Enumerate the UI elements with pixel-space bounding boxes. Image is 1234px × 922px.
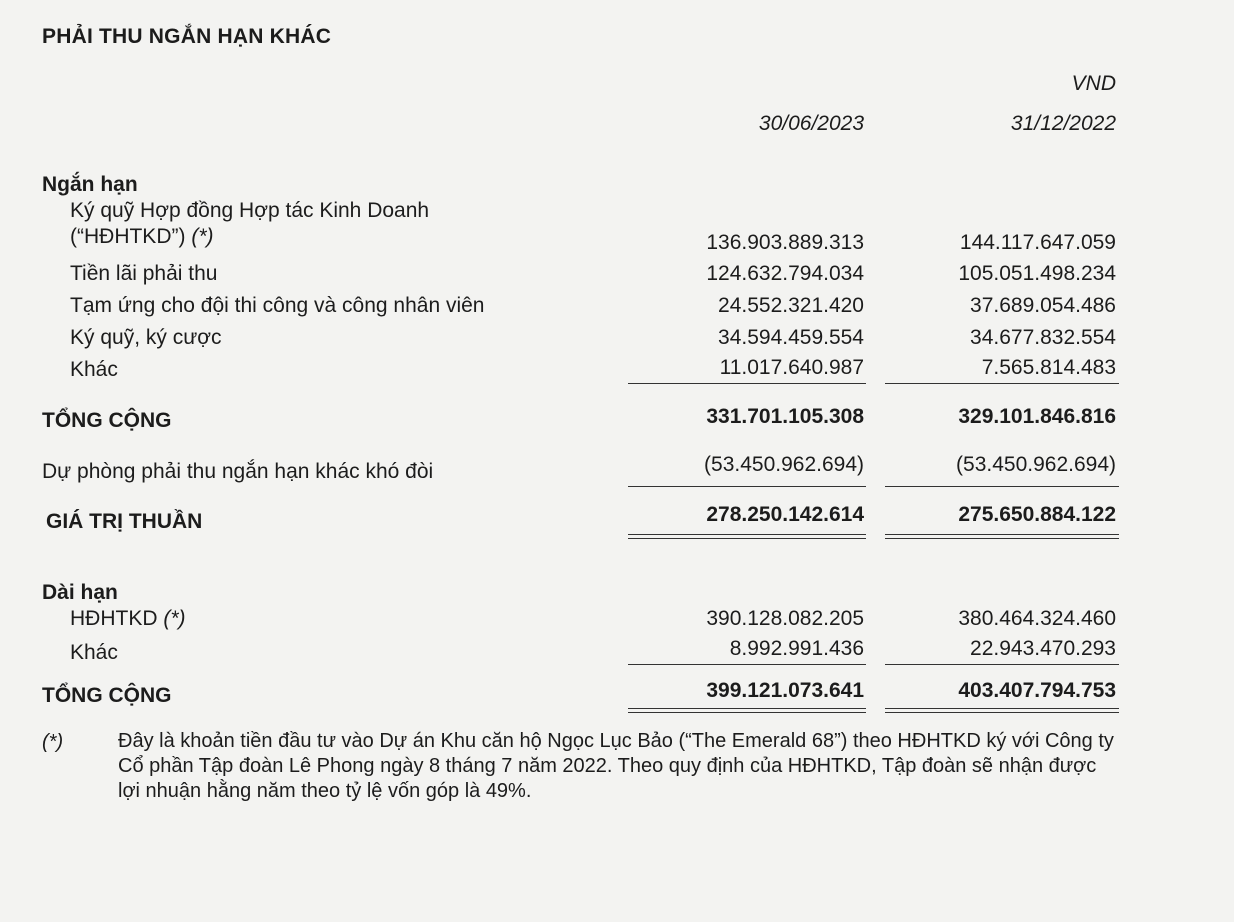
footnote-text: Đây là khoản tiền đầu tư vào Dự án Khu căn hộ Ngọc Lục Bảo (“The Emerald 68”) theo HĐHTKD ký với Công ty Cổ phần Tập đoàn Lê Phong ngày 8 tháng 7 năm 2022. Theo quy định của HĐHTKD, Tập đoàn sẽ nhận được lợi nhuận hằng năm theo tỷ lệ vốn góp là 49%. [118,730,1114,802]
subtotal-rule-col2 [885,383,1119,384]
row-label-net-value: GIÁ TRỊ THUẦN [46,510,203,533]
value-bcc-long-2022: 380.464.324.460 [958,607,1116,630]
row-label-bcc-long-text: HĐHTKD [70,607,158,630]
footnote-marker: (*) [191,225,214,248]
value-other-short-2022: 7.565.814.483 [981,356,1116,379]
net-rule-col2 [885,486,1119,487]
value-advances-2023: 24.552.321.420 [718,294,864,317]
row-label-bcc-long [70,607,186,631]
value-interest-2022: 105.051.498.234 [958,262,1116,285]
long-double-rule-col2 [885,708,1119,713]
row-label-advances: Tạm ứng cho đội thi công và công nhân viên [70,294,485,317]
column-header-2022: 31/12/2022 [1010,112,1116,135]
long-subtotal-rule-col2 [885,664,1119,665]
value-net-2023: 278.250.142.614 [706,503,864,526]
value-long-total-2022: 403.407.794.753 [958,679,1116,702]
subtotal-rule-col1 [628,383,866,384]
currency-unit: VND [1071,72,1116,95]
value-interest-2023: 124.632.794.034 [706,262,864,285]
net-rule-col1 [628,486,866,487]
long-double-rule-col1 [628,708,866,713]
value-deposits-2022: 34.677.832.554 [970,326,1116,349]
value-provision-2022: (53.450.962.694) [956,453,1116,476]
footnote-marker: (*) [163,607,186,630]
value-short-total-2022: 329.101.846.816 [958,405,1116,428]
section-short-term: Ngắn hạn [42,173,138,196]
net-double-rule-col2 [885,534,1119,539]
value-other-long-2023: 8.992.991.436 [729,637,864,660]
row-label-long-total: TỔNG CỘNG [42,684,172,707]
page-title: PHẢI THU NGẮN HẠN KHÁC [42,25,332,48]
value-other-long-2022: 22.943.470.293 [970,637,1116,660]
value-other-short-2023: 11.017.640.987 [719,356,864,379]
value-advances-2022: 37.689.054.486 [970,294,1116,317]
value-bcc-long-2023: 390.128.082.205 [706,607,864,630]
row-label-bcc-deposit-line1: Ký quỹ Hợp đồng Hợp tác Kinh Doanh [70,199,430,222]
column-header-2023: 30/06/2023 [758,112,864,135]
value-deposits-2023: 34.594.459.554 [718,326,864,349]
value-long-total-2023: 399.121.073.641 [706,679,864,702]
row-label-bcc-deposit-text: (“HĐHTKD”) [70,225,186,248]
value-bcc-deposit-2023: 136.903.889.313 [706,231,864,254]
row-label-short-total: TỔNG CỘNG [42,409,172,432]
row-label-interest-receivable: Tiền lãi phải thu [70,262,218,285]
footnote-marker: (*) [42,731,64,753]
long-subtotal-rule-col1 [628,664,866,665]
value-net-2022: 275.650.884.122 [958,503,1116,526]
net-double-rule-col1 [628,534,866,539]
value-bcc-deposit-2022: 144.117.647.059 [959,231,1116,254]
row-label-deposits: Ký quỹ, ký cược [70,326,222,349]
section-long-term: Dài hạn [42,581,118,604]
row-label-other-long: Khác [70,641,118,664]
value-short-total-2023: 331.701.105.308 [706,405,864,428]
row-label-bcc-deposit-line2 [70,225,214,249]
row-label-other-short: Khác [70,358,118,381]
row-label-provision: Dự phòng phải thu ngắn hạn khác khó đòi [42,460,434,483]
value-provision-2023: (53.450.962.694) [704,453,864,476]
